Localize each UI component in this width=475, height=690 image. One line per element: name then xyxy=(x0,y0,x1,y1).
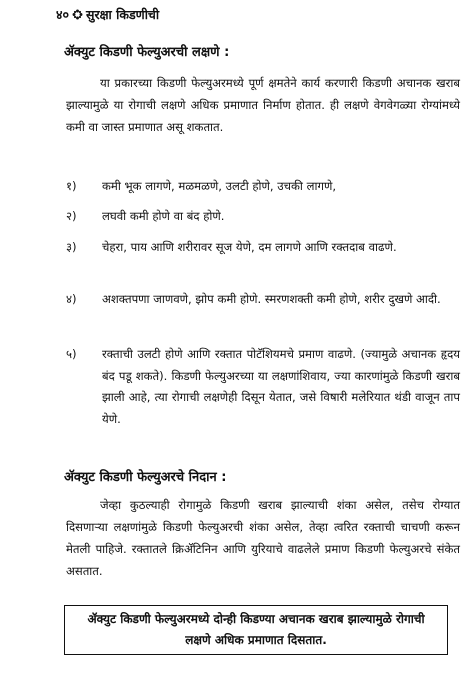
list-item xyxy=(66,176,460,198)
symptoms-heading: ॲक्युट किडणी फेल्युअरची लक्षणे : xyxy=(64,45,230,60)
list-item-text: लघवी कमी होणे वा बंद होणे. xyxy=(102,209,225,223)
page-header xyxy=(56,6,159,23)
callout-box: ॲक्युट किडणी फेल्युअरमध्ये दोन्ही किडण्या अचानक खराब झाल्यामुळे रोगाची लक्षणे अधिक प्रमाणात दिसतात. xyxy=(64,605,448,655)
list-item-number: ३) xyxy=(66,240,77,254)
list-item xyxy=(66,206,460,228)
list-item xyxy=(66,289,460,311)
list-item-text: चेहरा, पाय आणि शरीरावर सूज येणे, दम लागणे आणि रक्तदाब वाढणे. xyxy=(102,240,397,254)
page-running-title: सुरक्षा किडणीची xyxy=(86,7,160,22)
diagnosis-paragraph: जेव्हा कुठल्याही रोगामुळे किडणी खराब झाल्याची शंका असेल, तसेच रोग्यात दिसणाऱ्या लक्षणांमुळे किडणी फेल्युअरची शंका असेल, तेव्हा त्वरित रक्ताची चाचणी करून मेतली पाहिजे. रक्तातले क्रिॲटिनिन आणि युरियाचे वाढलेले प्रमाण किडणी फेल्युअरचे संकेत असतात. xyxy=(66,498,460,578)
flower-ornament-icon xyxy=(72,9,83,20)
symptoms-intro-paragraph: या प्रकारच्या किडणी फेल्युअरमध्ये पूर्ण क्षमतेने कार्य करणारी किडणी अचानक खराब झाल्यामुळे या रोगाची लक्षणे अधिक प्रमाणात निर्माण होतात. ही लक्षणे वेगवेगळ्या रोग्यांमध्ये कमी वा जास्त प्रमाणात असू शकतात. xyxy=(66,76,460,134)
page-number: ४० xyxy=(56,7,70,22)
list-item xyxy=(66,344,460,430)
list-item-text: रक्ताची उलटी होणे आणि रक्तात पोटॅशियमचे प्रमाण वाढणे. (ज्यामुळे अचानक हृदय बंद पडू शकते). किडणी फेल्युअरच्या या लक्षणांशिवाय, ज्या कारणांमुळे किडणी खराब झाली आहे, त्या रोगाची लक्षणेही दिसून येतात, जसे विषारी मलेरियात थंडी वाजून ताप येणे. xyxy=(102,347,460,426)
list-item-number: ५) xyxy=(66,347,77,361)
list-item-number: ४) xyxy=(66,292,77,306)
list-item-text: अशक्तपणा जाणवणे, झोप कमी होणे. स्मरणशक्ती कमी होणे, शरीर दुखणे आदी. xyxy=(102,292,441,306)
list-item-number: १) xyxy=(66,179,77,193)
diagnosis-heading: ॲक्युट किडणी फेल्युअरचे निदान : xyxy=(64,470,227,485)
list-item xyxy=(66,237,460,259)
list-item-text: कमी भूक लागणे, मळमळणे, उलटी होणे, उचकी लागणे, xyxy=(102,179,337,193)
list-item-number: २) xyxy=(66,209,77,223)
